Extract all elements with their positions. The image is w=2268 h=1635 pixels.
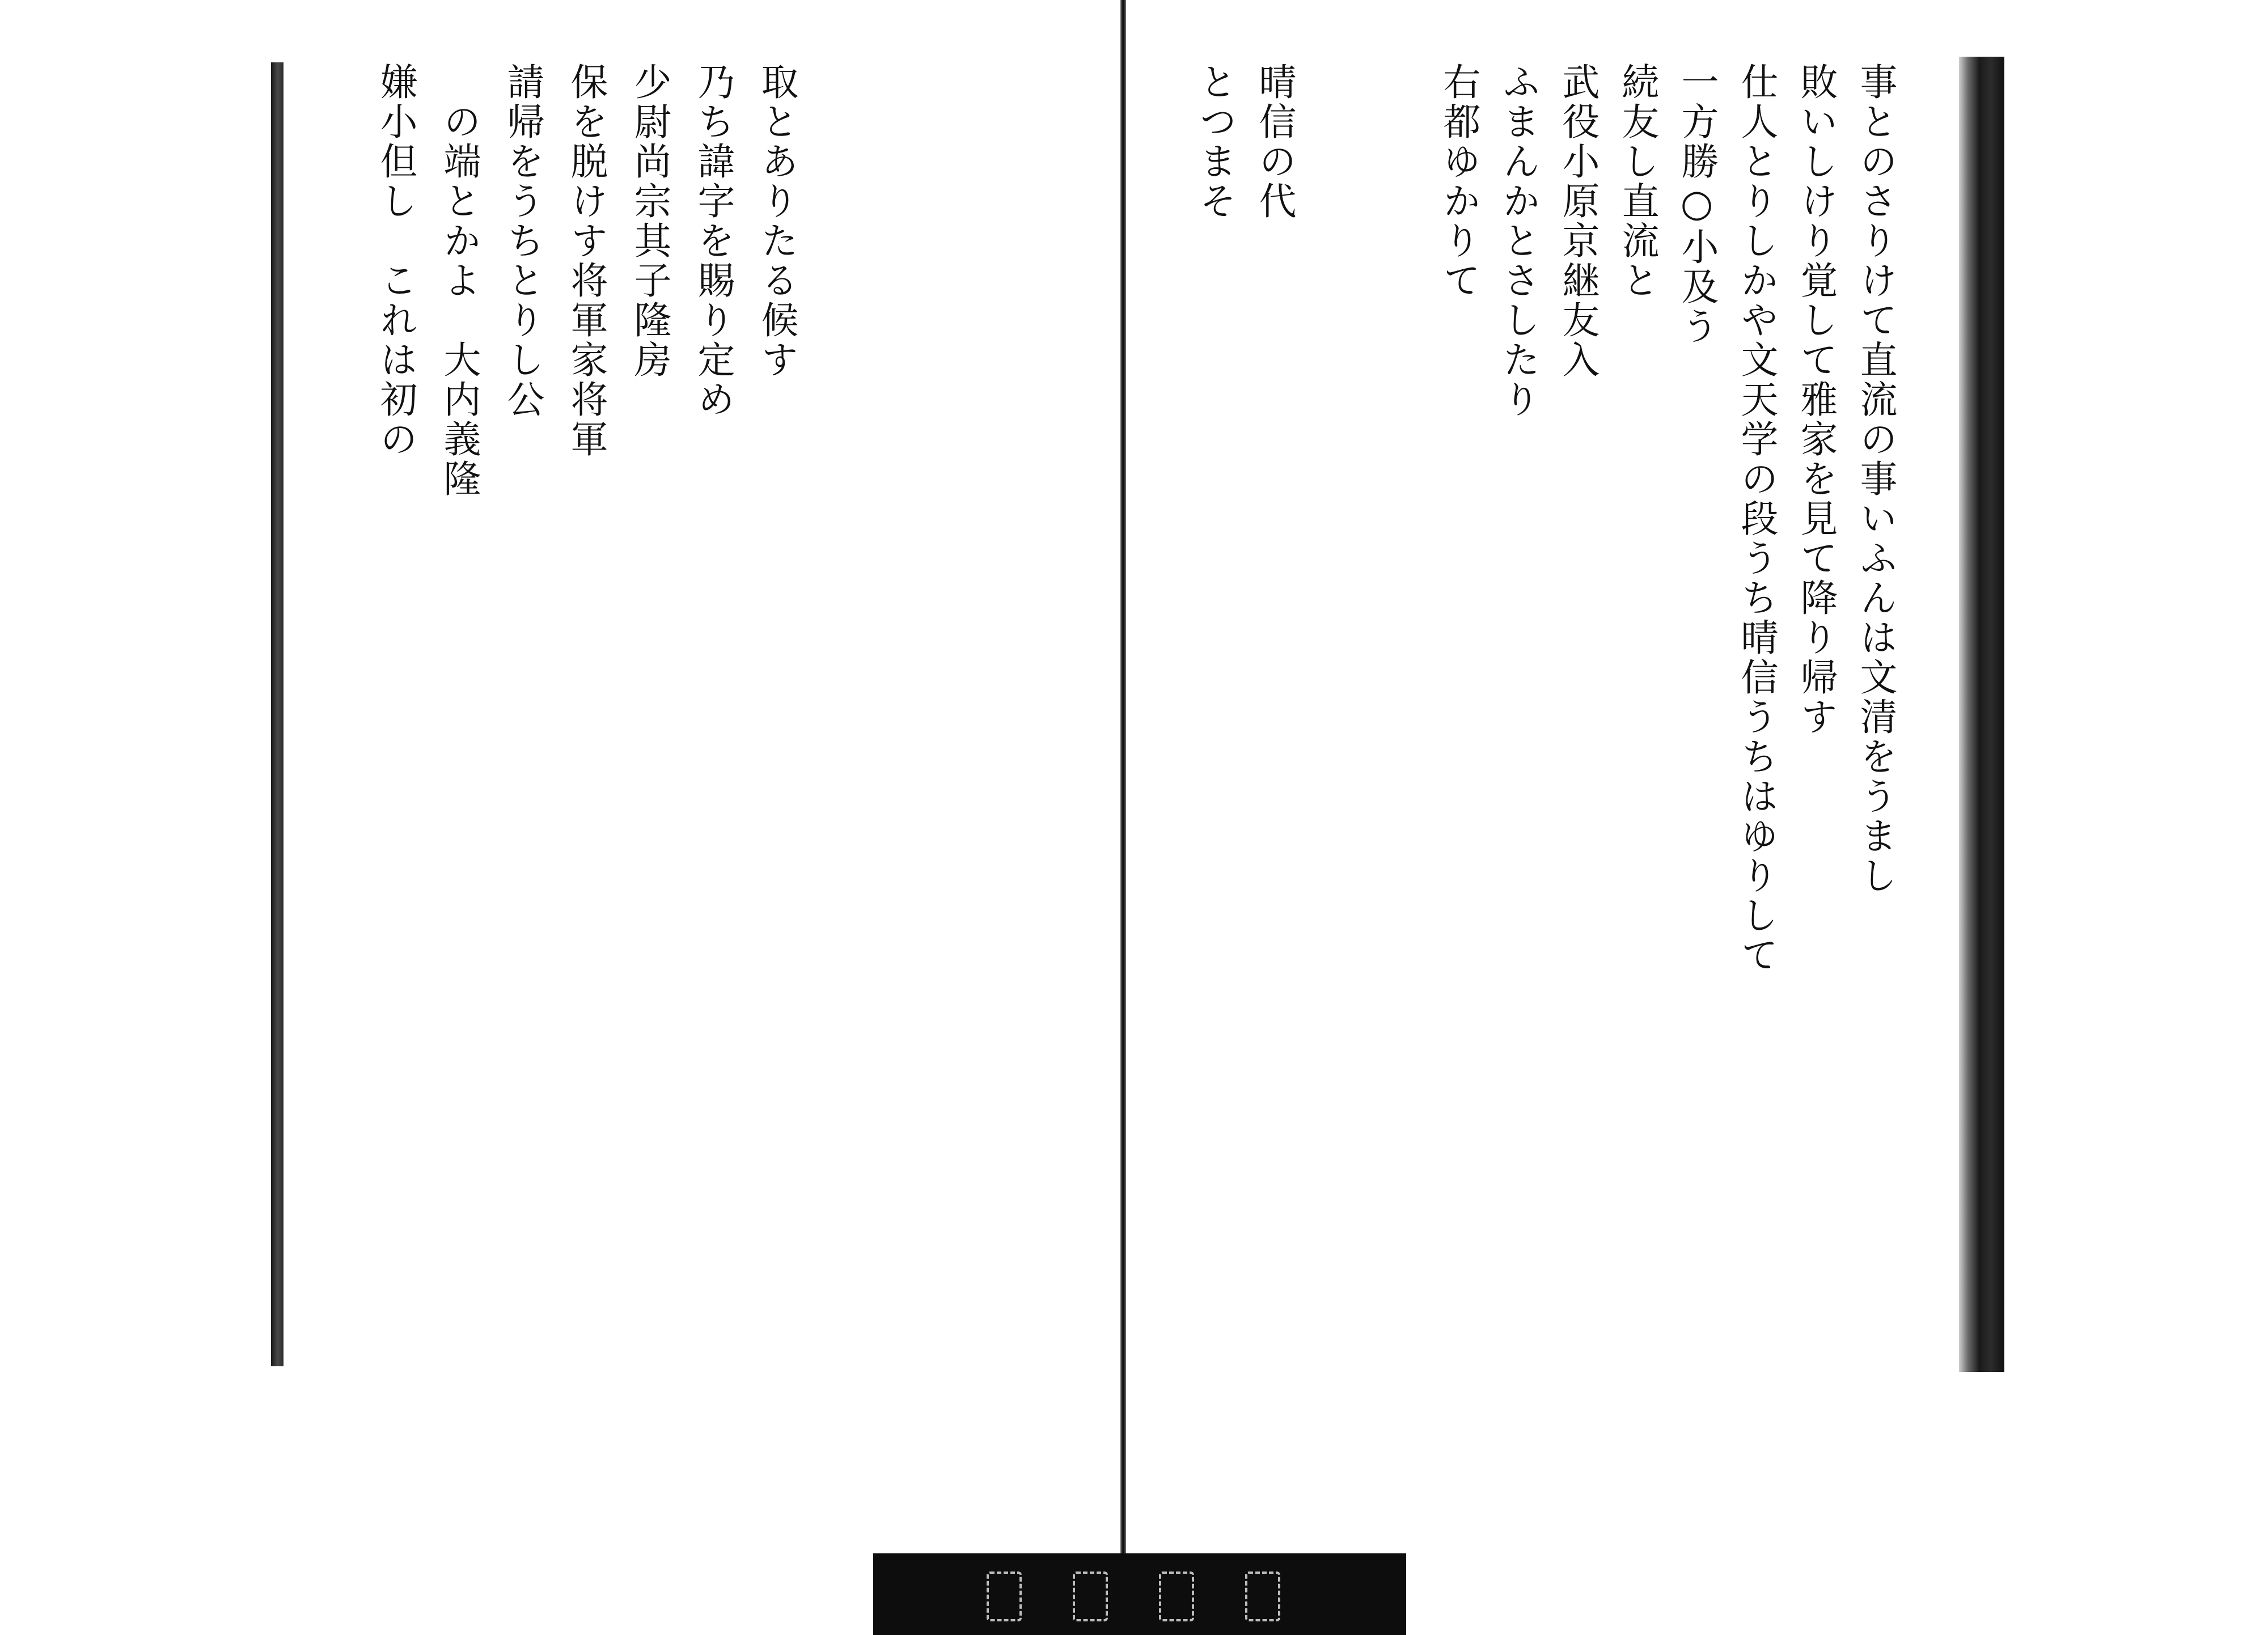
right-column-8: 右都ゆかりて [1437, 62, 1480, 300]
right-column-9: 晴信の代 [1253, 62, 1296, 221]
right-column-4: 一方勝○小及う [1675, 62, 1719, 346]
center-gutter [1120, 0, 1126, 1576]
left-column-3: 請帰をうちとりし公 [501, 62, 544, 420]
right-column-1: 事とのさりけて直流の事いふんは文清をうまし [1854, 62, 1897, 896]
archive-label-digits [987, 1572, 1280, 1621]
right-column-6: 武役小原京継友入 [1556, 62, 1600, 380]
label-digit [987, 1572, 1022, 1621]
left-column-1: 嫌小但し これは初の [374, 62, 417, 459]
right-column-10: とつまそ [1193, 62, 1237, 221]
left-column-6: 乃ち諱字を賜り定め [691, 62, 735, 420]
left-column-4: 保を脱けす将軍家将軍 [564, 62, 608, 459]
right-column-3: 仕人とりしかや文天学の段うち晴信うちはゆりして [1734, 62, 1778, 975]
label-digit [1073, 1572, 1108, 1621]
left-column-5: 少尉尚宗其子隆房 [628, 62, 671, 380]
left-column-2: の端とかよ 大内義隆 [437, 62, 481, 499]
label-digit [1245, 1572, 1280, 1621]
right-page-edge [1959, 57, 2004, 1372]
left-page [284, 62, 1123, 1383]
right-page [1128, 62, 1967, 1383]
right-column-7: ふまんかとさしたり [1496, 62, 1540, 420]
right-column-2: 敗いしけり覚して雅家を見て降り帰す [1794, 62, 1838, 737]
right-column-5: 続友し直流と [1615, 62, 1659, 300]
label-digit [1159, 1572, 1194, 1621]
left-column-7: 取とありたる候す [755, 62, 798, 380]
